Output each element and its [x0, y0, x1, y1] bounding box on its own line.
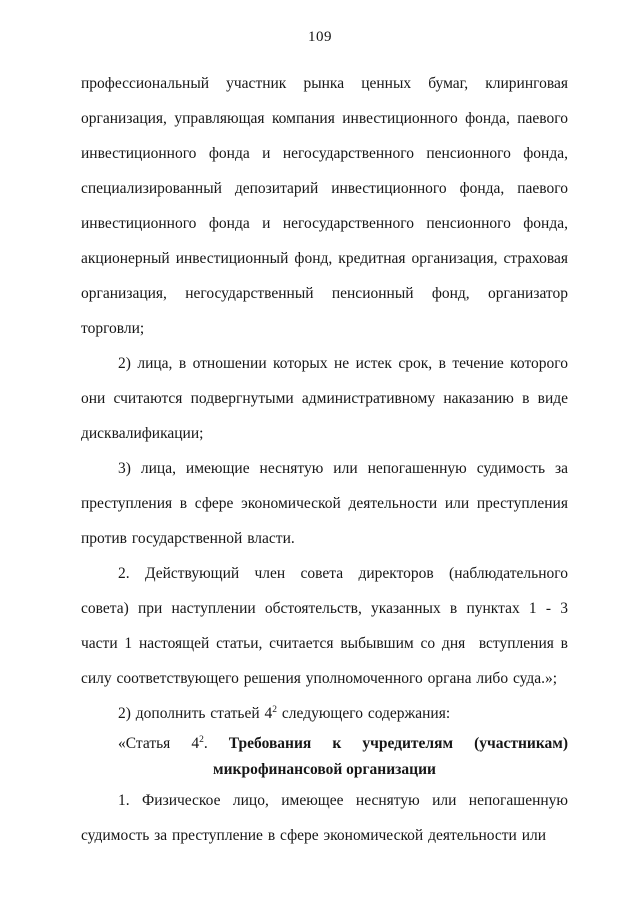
article-label-dot: . [203, 735, 208, 752]
clause-1: 1. Физическое лицо, имеющее неснятую или непогашенную судимость за преступление в сфере экономической деятельности или [81, 792, 568, 844]
article-heading-label [118, 735, 208, 752]
article-title-part2: микрофинансовой организации [213, 761, 436, 778]
list-item-3: 3) лица, имеющие неснятую или непогашенную судимость за преступления в сфере экономической деятельности или преступления против государственной власти. [81, 460, 568, 547]
amendment-text-prefix: 2) дополнить статьей 4 [118, 705, 273, 722]
paragraph-continuation: профессиональный участник рынка ценных бумаг, клиринговая организация, управляющая компания инвестиционного фонда, паевого инвестиционного фонда и негосударственного пенсионного фонда, специализированный депозитарий инвестиционного фонда, паевого инвестиционного фонда и негосударственного пенсионного фонда, акционерный инвестиционный фонд, кредитная организация, страховая организация, негосударственный пенсионный фонд, организатор торговли; [81, 75, 568, 337]
clause-2: 2. Действующий член совета директоров (наблюдательного совета) при наступлении обстоятельств, указанных в пунктах 1 - 3 части 1 настоящей статьи, считается выбывшим со дня вступления в силу соответствующего решения уполномоченного органа либо суда.»; [81, 565, 568, 687]
page-number: 109 [308, 29, 332, 45]
document-body [81, 66, 568, 853]
article-label-superscript: 2 [199, 734, 204, 745]
article-label-prefix: «Статья 4 [118, 735, 200, 752]
amendment-text-suffix: следующего содержания: [277, 705, 451, 722]
amendment-clause [81, 696, 568, 731]
article-number-superscript: 2 [272, 704, 278, 715]
article-heading-line1 [81, 731, 568, 757]
article-title-part1: Требования к учредителям (участникам) [228, 735, 568, 752]
list-item-2: 2) лица, в отношении которых не истек срок, в течение которого они считаются подвергнутыми административному наказанию в виде дисквалификации; [81, 355, 568, 442]
article-heading [81, 731, 568, 783]
